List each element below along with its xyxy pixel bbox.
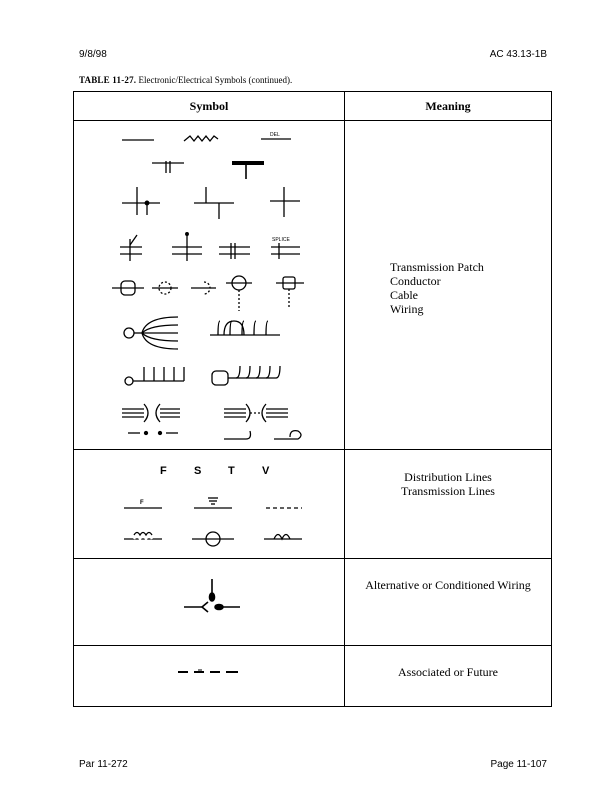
associated-future-line-symbol bbox=[74, 646, 345, 706]
meaning-text: Transmission Lines bbox=[401, 484, 495, 498]
meaning-text: Alternative or Conditioned Wiring bbox=[365, 578, 531, 592]
table-row bbox=[74, 450, 552, 559]
meaning-text: Cable bbox=[390, 288, 418, 302]
meaning-text: Wiring bbox=[390, 302, 424, 316]
distribution-line-symbols-diagram bbox=[74, 450, 345, 558]
symbols-table bbox=[73, 91, 552, 707]
line-letter-v: V bbox=[262, 465, 270, 477]
line-letter-t: T bbox=[228, 465, 235, 477]
svg-text:DEL: DEL bbox=[270, 132, 280, 138]
header-date: 9/8/98 bbox=[79, 49, 107, 60]
footer-page-number: Page 11-107 bbox=[490, 759, 547, 770]
conditioned-wiring-symbol bbox=[74, 559, 345, 645]
footer-paragraph: Par 11-272 bbox=[79, 759, 128, 770]
wiring-symbols-diagram bbox=[74, 121, 345, 449]
symbol-cell bbox=[74, 559, 345, 646]
symbol-cell bbox=[74, 450, 345, 559]
meaning-cell bbox=[345, 559, 552, 646]
table-header-row bbox=[74, 92, 552, 121]
meaning-cell bbox=[345, 121, 552, 450]
table-caption-label: TABLE 11-27. bbox=[79, 75, 137, 85]
symbol-column-header: Symbol bbox=[74, 92, 345, 121]
symbol-cell bbox=[74, 121, 345, 450]
table-row bbox=[74, 559, 552, 646]
symbol-cell bbox=[74, 646, 345, 707]
meaning-text: Transmission Patch bbox=[390, 260, 484, 274]
meaning-text: Conductor bbox=[390, 274, 441, 288]
header-doc-id: AC 43.13-1B bbox=[489, 49, 547, 60]
meaning-text: Distribution Lines bbox=[404, 470, 492, 484]
table-row bbox=[74, 121, 552, 450]
table-row bbox=[74, 646, 552, 707]
meaning-column-header: Meaning bbox=[345, 92, 552, 121]
meaning-cell bbox=[345, 646, 552, 707]
small-f-label: F bbox=[140, 500, 144, 506]
meaning-text: Associated or Future bbox=[398, 665, 498, 679]
line-letter-f: F bbox=[160, 465, 167, 477]
table-caption bbox=[79, 75, 292, 85]
line-letter-s: S bbox=[194, 465, 202, 477]
table-caption-text: Electronic/Electrical Symbols (continued). bbox=[136, 75, 293, 85]
meaning-cell bbox=[345, 450, 552, 559]
svg-text:SPLICE: SPLICE bbox=[272, 237, 290, 243]
